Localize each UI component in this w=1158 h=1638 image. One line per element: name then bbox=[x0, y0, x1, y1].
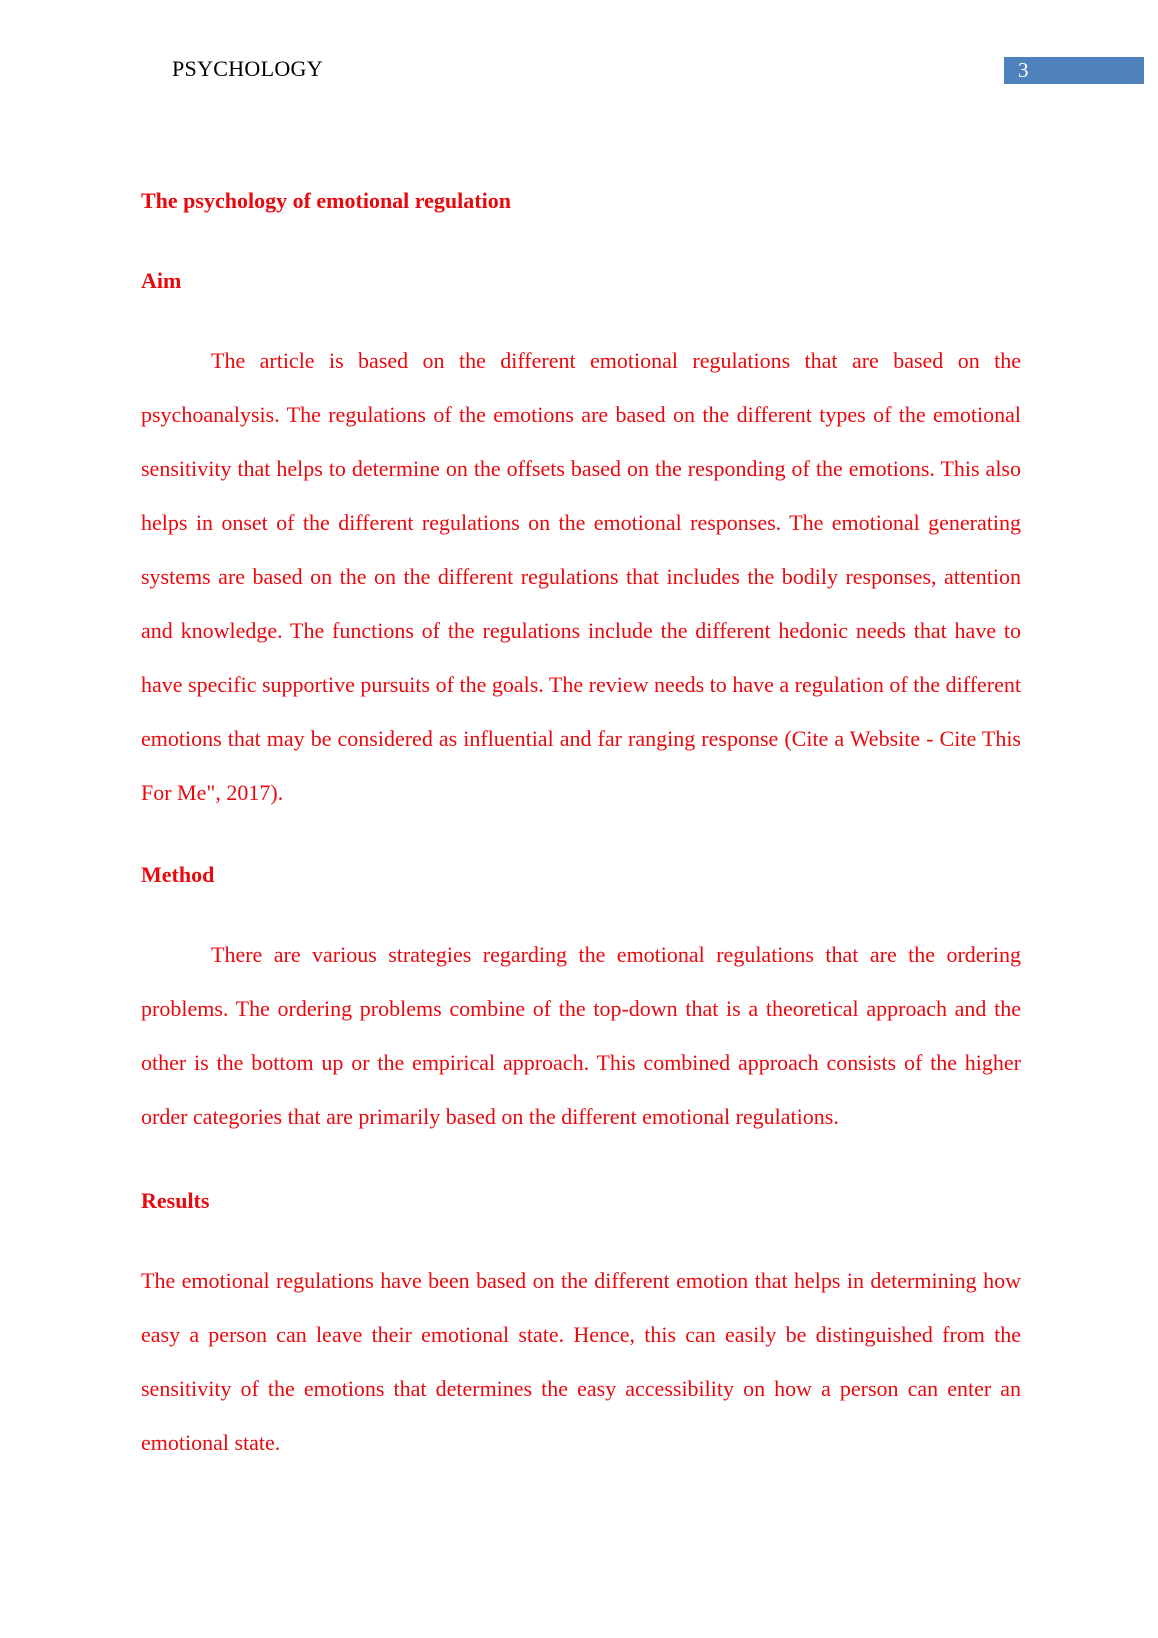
section-body-results: The emotional regulations have been based on the different emotion that helps in determining how easy a person can leave their emotional state. Hence, this can easily be distinguished from the sensitivity of the emotions that determines the easy accessibility on how a person can enter an emotional state. bbox=[141, 1268, 1021, 1455]
page-number-badge bbox=[1004, 57, 1144, 84]
section-body-method: There are various strategies regarding the emotional regulations that are the ordering problems. The ordering problems combine of the top-down that is a theoretical approach and the other is the bottom up or the empirical approach. This combined approach consists of the higher order categories that are primarily based on the different emotional regulations. bbox=[141, 942, 1021, 1129]
document-title: The psychology of emotional regulation bbox=[141, 188, 511, 213]
page-number: 3 bbox=[1018, 58, 1029, 82]
section-heading-method: Method bbox=[141, 862, 215, 887]
section-body-aim: The article is based on the different emotional regulations that are based on the psychoanalysis. The regulations of the emotions are based on the different types of the emotional sensitivity that helps to determine on the offsets based on the responding of the emotions. This also helps in onset of the different regulations on the emotional responses. The emotional generating systems are based on the on the different regulations that includes the bodily responses, attention and knowledge. The functions of the regulations include the different hedonic needs that have to have specific supportive pursuits of the goals. The review needs to have a regulation of the different emotions that may be considered as influential and far ranging response (Cite a Website - Cite This For Me", 2017). bbox=[141, 348, 1021, 805]
section-heading-aim: Aim bbox=[141, 268, 182, 293]
section-heading-results: Results bbox=[141, 1188, 210, 1213]
running-header-title: PSYCHOLOGY bbox=[172, 56, 323, 81]
